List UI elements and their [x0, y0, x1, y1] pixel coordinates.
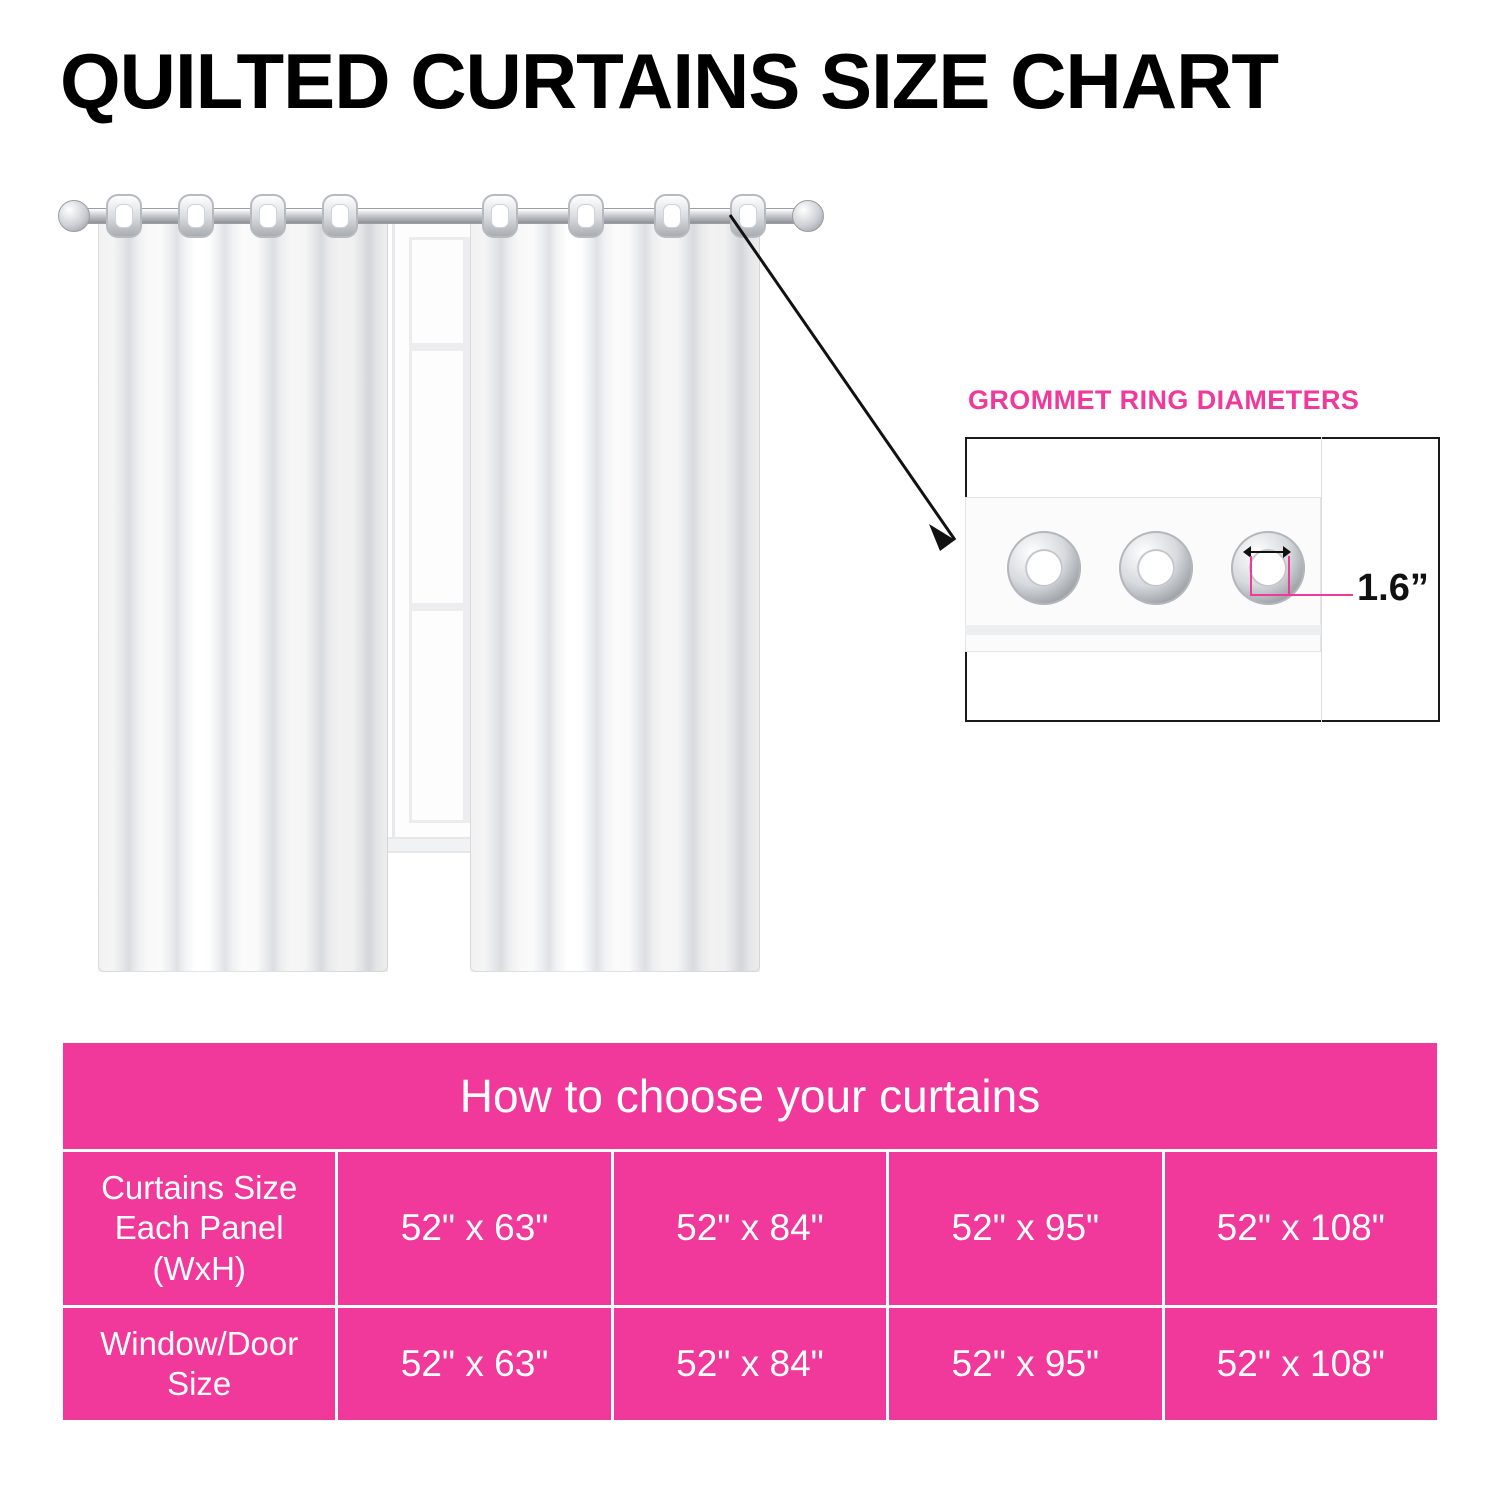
- row-label-line: Size: [167, 1365, 232, 1402]
- table-cell: 52" x 84": [612, 1306, 887, 1422]
- grommet-diameter-label: 1.6”: [1357, 567, 1429, 609]
- dimension-extension-line-right: [1288, 556, 1290, 596]
- table-cell: 52" x 63": [337, 1151, 612, 1307]
- grommet-ring-icon: [1007, 531, 1081, 605]
- curtain-header-band-edge: [965, 625, 1321, 635]
- row-label-window-door-size: [62, 1306, 337, 1422]
- grommet-icon: [106, 194, 142, 238]
- row-label-line: (WxH): [152, 1249, 246, 1287]
- grommet-detail-heading: GROMMET RING DIAMETERS: [968, 385, 1360, 415]
- page-title: QUILTED CURTAINS SIZE CHART: [60, 37, 1279, 125]
- table-cell: 52" x 95": [888, 1306, 1163, 1422]
- arrow-line: [1247, 551, 1287, 553]
- size-table-wrapper: [60, 1040, 1440, 1423]
- curtain-illustration: [40, 160, 860, 1020]
- curtain-panel-right: [470, 212, 760, 972]
- table-cell: 52" x 108": [1163, 1306, 1438, 1422]
- grommet-icon: [654, 194, 690, 238]
- grommet-icon: [730, 194, 766, 238]
- curtain-panel-left: [98, 212, 388, 972]
- grommet-icon: [178, 194, 214, 238]
- table-cell: 52" x 108": [1163, 1151, 1438, 1307]
- table-row: [62, 1306, 1439, 1422]
- table-cell: 52" x 84": [612, 1151, 887, 1307]
- row-label-curtains-size: [62, 1151, 337, 1307]
- grommet-ring-icon: [1119, 531, 1193, 605]
- rod-finial-right-icon: [792, 200, 824, 232]
- grommet-icon: [322, 194, 358, 238]
- curtain-fabric-right: [470, 212, 760, 972]
- dimension-leader-line: [1250, 594, 1353, 596]
- row-label-line: Each Panel: [114, 1209, 284, 1247]
- curtain-fabric-left: [98, 212, 388, 972]
- grommet-icon: [482, 194, 518, 238]
- table-header-row: [62, 1042, 1439, 1151]
- curtain-panel-edge: [1321, 437, 1322, 722]
- rod-finial-left-icon: [58, 200, 90, 232]
- grommet-icon: [568, 194, 604, 238]
- row-label-line: Window/Door: [100, 1324, 299, 1362]
- dimension-extension-line-left: [1250, 556, 1252, 596]
- table-cell: 52" x 63": [337, 1306, 612, 1422]
- size-table: [60, 1040, 1440, 1423]
- table-cell: 52" x 95": [888, 1151, 1163, 1307]
- row-label-line: Curtains Size: [101, 1169, 298, 1206]
- grommet-icon: [250, 194, 286, 238]
- table-row: [62, 1151, 1439, 1307]
- table-heading: How to choose your curtains: [62, 1042, 1439, 1151]
